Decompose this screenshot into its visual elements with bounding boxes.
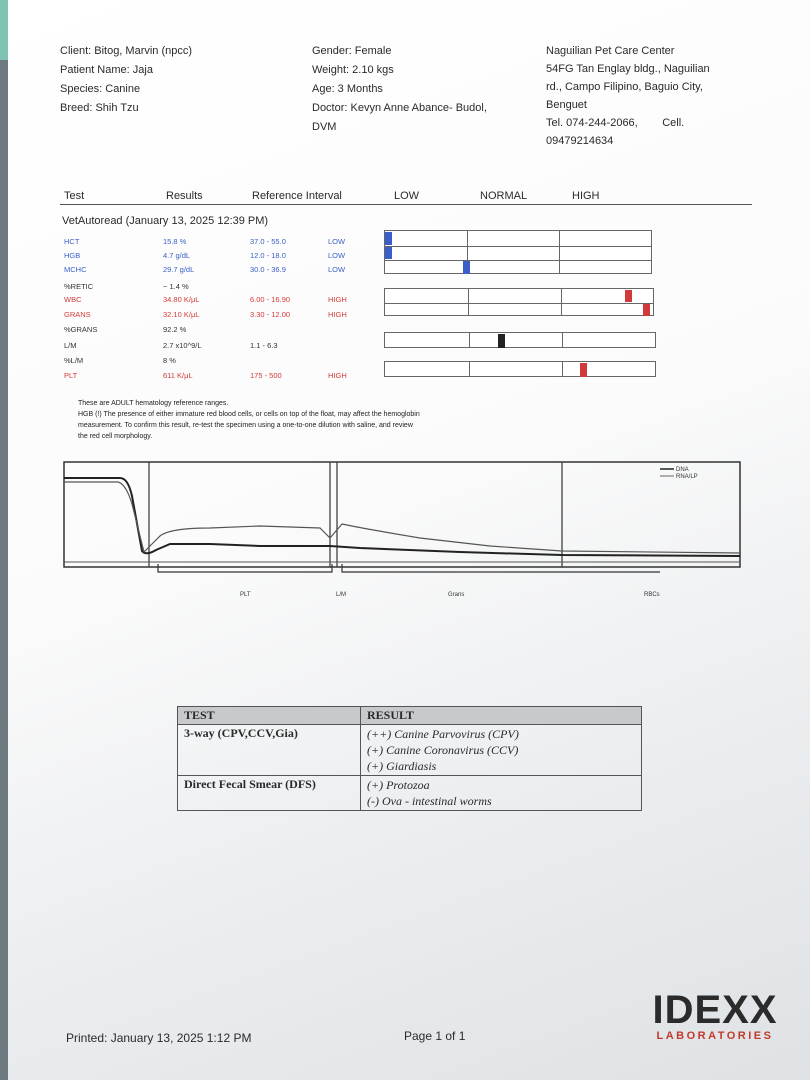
test-name: MCHC bbox=[64, 265, 87, 274]
label-lm: L/M bbox=[336, 592, 347, 598]
range-divider bbox=[469, 362, 470, 376]
note-line-3: measurement. To confirm this result, re-test the specimen using a one-to-one dilution with saline, and review bbox=[78, 422, 413, 429]
legend-dna: DNA bbox=[676, 467, 689, 473]
result-value: 4.7 g/dL bbox=[163, 251, 191, 260]
test-name: Direct Fecal Smear (DFS) bbox=[178, 776, 361, 811]
test-name: L/M bbox=[64, 341, 77, 350]
clinic-address-1: 54FG Tan Englay bldg., Naguilian bbox=[546, 63, 710, 75]
col-high: HIGH bbox=[572, 190, 600, 202]
result-value: 92.2 % bbox=[163, 325, 187, 334]
reference-range: 6.00 - 16.90 bbox=[250, 295, 291, 304]
test-name: WBC bbox=[64, 295, 82, 304]
test-name: HCT bbox=[64, 237, 80, 246]
result-flag: HIGH bbox=[328, 295, 347, 304]
client-info bbox=[60, 42, 192, 118]
species: Species: Canine bbox=[60, 83, 141, 95]
result-flag: LOW bbox=[328, 251, 346, 260]
result-marker bbox=[643, 304, 650, 316]
result-flag: HIGH bbox=[328, 371, 347, 380]
range-divider bbox=[561, 289, 562, 315]
result-value: 32.10 K/μL bbox=[163, 310, 200, 319]
result-marker bbox=[625, 290, 632, 302]
label-plt: PLT bbox=[240, 592, 251, 598]
idexx-logo bbox=[640, 990, 790, 1042]
row-divider bbox=[385, 303, 653, 304]
row-divider bbox=[385, 260, 651, 261]
reference-notes bbox=[78, 398, 420, 442]
gender: Gender: Female bbox=[312, 45, 392, 57]
test-name: GRANS bbox=[64, 310, 91, 319]
result-value: 2.7 x10^9/L bbox=[163, 341, 202, 350]
col-low: LOW bbox=[394, 190, 420, 202]
legend-rna: RNA/LP bbox=[676, 474, 698, 480]
header-result: RESULT bbox=[361, 707, 642, 725]
run-title: VetAutoread (January 13, 2025 12:39 PM) bbox=[62, 215, 269, 227]
clinic-address-3: Benguet bbox=[546, 99, 587, 111]
doctor-title: DVM bbox=[312, 121, 337, 133]
range-bar bbox=[384, 288, 654, 316]
results-header bbox=[60, 188, 752, 205]
result-marker bbox=[385, 247, 392, 260]
dot-plot-graph bbox=[60, 456, 752, 606]
additional-tests-table bbox=[177, 706, 642, 811]
patient-name: Patient Name: Jaja bbox=[60, 64, 153, 76]
range-divider bbox=[468, 289, 469, 315]
weight: Weight: 2.10 kgs bbox=[312, 64, 394, 76]
label-rbcs: RBCs bbox=[644, 592, 660, 598]
result-line: (+) Canine Coronavirus (CCV) bbox=[367, 743, 519, 757]
result-value: 34.80 K/μL bbox=[163, 295, 200, 304]
col-normal: NORMAL bbox=[480, 190, 528, 202]
result-marker bbox=[463, 261, 470, 274]
test-name: %L/M bbox=[64, 356, 84, 365]
range-divider bbox=[562, 333, 563, 347]
label-grans: Grans bbox=[448, 592, 465, 598]
test-results bbox=[361, 776, 642, 811]
clinic-info bbox=[546, 42, 710, 150]
col-results: Results bbox=[166, 190, 203, 202]
test-name: %RETIC bbox=[64, 282, 94, 291]
doctor: Doctor: Kevyn Anne Abance- Budol, bbox=[312, 102, 487, 114]
printed-date: Printed: January 13, 2025 1:12 PM bbox=[66, 1031, 252, 1045]
test-results bbox=[361, 725, 642, 776]
lab-report-page bbox=[8, 0, 810, 1080]
result-marker bbox=[498, 334, 505, 348]
range-divider bbox=[559, 231, 560, 273]
patient-info bbox=[312, 42, 487, 137]
graph-frame bbox=[64, 462, 740, 567]
result-value: ~ 1.4 % bbox=[163, 282, 189, 291]
result-value: 611 K/μL bbox=[163, 371, 193, 380]
grans-bracket bbox=[342, 564, 660, 572]
range-bar bbox=[384, 332, 656, 348]
result-flag: HIGH bbox=[328, 310, 347, 319]
reference-range: 30.0 - 36.9 bbox=[250, 265, 286, 274]
page-number: Page 1 of 1 bbox=[404, 1029, 466, 1043]
result-marker bbox=[385, 232, 392, 245]
reference-range: 1.1 - 6.3 bbox=[250, 341, 278, 350]
result-marker bbox=[580, 363, 587, 377]
note-line-1: These are ADULT hematology reference ranges. bbox=[78, 400, 229, 407]
dna-curve bbox=[64, 478, 740, 556]
result-line: (-) Ova - intestinal worms bbox=[367, 794, 492, 808]
clinic-name: Naguilian Pet Care Center bbox=[546, 45, 675, 57]
logo-wordmark: IDEXX bbox=[652, 988, 778, 1032]
reference-range: 3.30 - 12.00 bbox=[250, 310, 291, 319]
test-name: 3-way (CPV,CCV,Gia) bbox=[178, 725, 361, 776]
reference-range: 175 - 500 bbox=[250, 371, 282, 380]
range-divider bbox=[562, 362, 563, 376]
result-line: (++) Canine Parvovirus (CPV) bbox=[367, 727, 519, 741]
plt-bracket bbox=[158, 564, 332, 572]
breed: Breed: Shih Tzu bbox=[60, 102, 139, 114]
result-flag: LOW bbox=[328, 237, 346, 246]
reference-range: 37.0 - 55.0 bbox=[250, 237, 286, 246]
test-name: %GRANS bbox=[64, 325, 98, 334]
clinic-cell: 09479214634 bbox=[546, 135, 614, 147]
note-line-4: the red cell morphology. bbox=[78, 433, 153, 440]
range-bar bbox=[384, 230, 652, 274]
clinic-address-2: rd., Campo Filipino, Baguio City, bbox=[546, 81, 703, 93]
table-header-row bbox=[178, 707, 642, 725]
header-test: TEST bbox=[178, 707, 361, 725]
note-line-2: HGB (!) The presence of either immature red blood cells, or cells on top of the float, may affect the hemoglobin bbox=[78, 411, 420, 418]
result-line: (+) Giardiasis bbox=[367, 759, 437, 773]
clinic-phone: Tel. 074-244-2066, Cell. bbox=[546, 117, 685, 129]
result-line: (+) Protozoa bbox=[367, 778, 430, 792]
col-test: Test bbox=[64, 190, 85, 202]
col-reference: Reference Interval bbox=[252, 190, 342, 202]
test-name: HGB bbox=[64, 251, 81, 260]
test-name: PLT bbox=[64, 371, 78, 380]
reference-range: 12.0 - 18.0 bbox=[250, 251, 286, 260]
result-value: 29.7 g/dL bbox=[163, 265, 195, 274]
logo-subtitle: LABORATORIES bbox=[656, 1030, 774, 1042]
rna-curve bbox=[64, 482, 740, 553]
age: Age: 3 Months bbox=[312, 83, 383, 95]
client-name: Client: Bitog, Marvin (npcc) bbox=[60, 45, 193, 57]
table-row bbox=[178, 776, 642, 811]
result-flag: LOW bbox=[328, 265, 346, 274]
row-divider bbox=[385, 246, 651, 247]
result-value: 8 % bbox=[163, 356, 176, 365]
result-value: 15.8 % bbox=[163, 237, 187, 246]
range-bar bbox=[384, 361, 656, 377]
range-divider bbox=[469, 333, 470, 347]
table-row bbox=[178, 725, 642, 776]
